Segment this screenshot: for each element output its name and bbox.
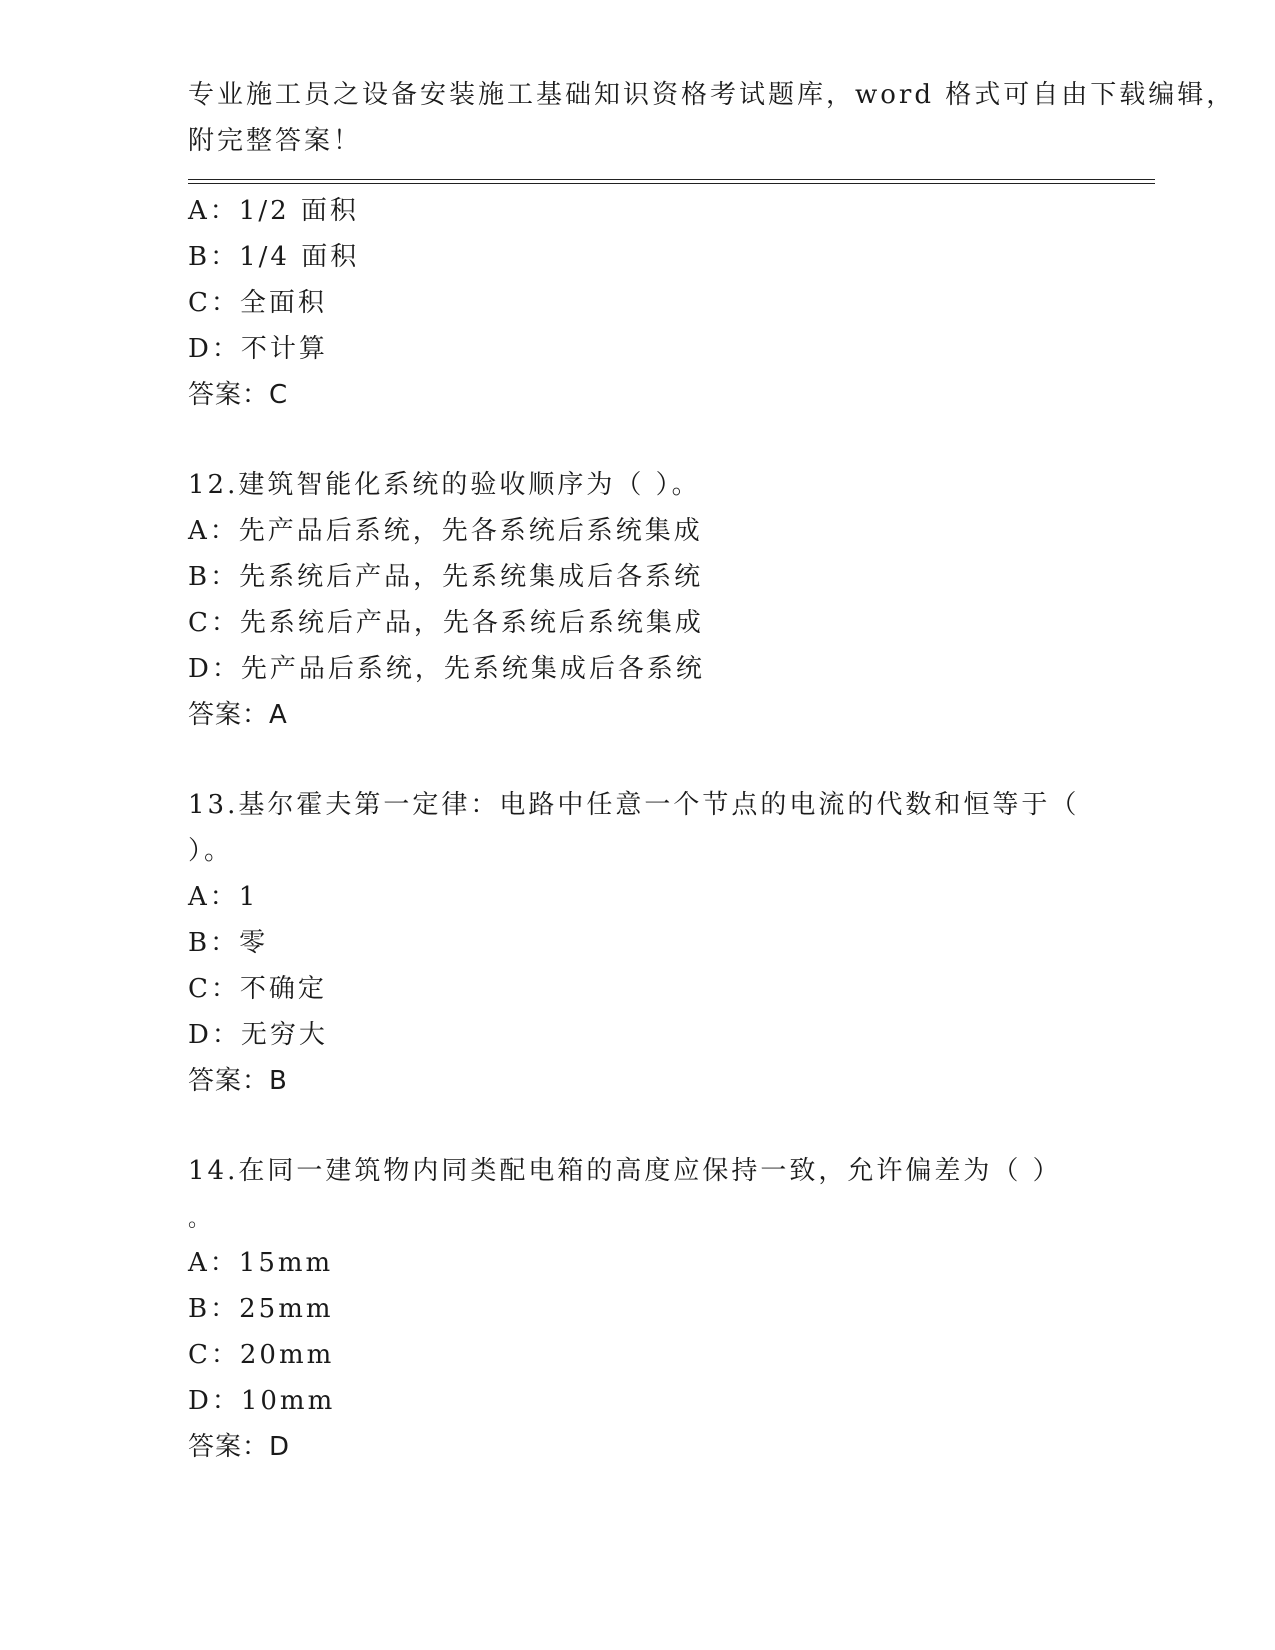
question-text: 13.基尔霍夫第一定律：电路中任意一个节点的电流的代数和恒等于（ xyxy=(188,790,1080,820)
option-b: B：先系统后产品，先系统集成后各系统 xyxy=(188,562,704,592)
option-a: A：1/2 面积 xyxy=(188,196,359,226)
option-d: D：先产品后系统，先系统集成后各系统 xyxy=(188,654,705,684)
option-c: C：全面积 xyxy=(188,288,327,318)
option-b: B：25mm xyxy=(188,1294,334,1324)
answer: 答案：D xyxy=(188,1432,291,1462)
answer: 答案：C xyxy=(188,380,289,410)
answer: 答案：B xyxy=(188,1066,288,1096)
question-text-continued: ）。 xyxy=(188,836,234,866)
option-c: C：20mm xyxy=(188,1340,335,1370)
option-b: B：1/4 面积 xyxy=(188,242,360,272)
question-text: 12.建筑智能化系统的验收顺序为（ ）。 xyxy=(188,470,701,500)
header-line-2: 附完整答案！ xyxy=(188,126,363,156)
question-13 xyxy=(188,782,1088,1104)
option-a: A：先产品后系统，先各系统后系统集成 xyxy=(188,516,703,546)
question-14 xyxy=(188,1148,1088,1470)
question-text-continued: 。 xyxy=(188,1207,211,1232)
header-rule-top xyxy=(188,179,1155,180)
answer: 答案：A xyxy=(188,700,288,730)
option-a: A：15mm xyxy=(188,1248,334,1278)
document-header xyxy=(188,72,1236,164)
question-text: 14.在同一建筑物内同类配电箱的高度应保持一致，允许偏差为（ ） xyxy=(188,1156,1062,1186)
option-b: B：零 xyxy=(188,928,269,958)
option-c: C：先系统后产品，先各系统后系统集成 xyxy=(188,608,704,638)
question-12 xyxy=(188,462,1088,738)
option-d: D：无穷大 xyxy=(188,1020,328,1050)
question-11 xyxy=(188,188,1088,418)
header-rule-bottom xyxy=(188,183,1155,184)
option-d: D：不计算 xyxy=(188,334,328,364)
option-a: A：1 xyxy=(188,882,259,912)
header-line-1: 专业施工员之设备安装施工基础知识资格考试题库，word 格式可自由下载编辑， xyxy=(188,80,1236,110)
option-c: C：不确定 xyxy=(188,974,327,1004)
option-d: D：10mm xyxy=(188,1386,336,1416)
question-list xyxy=(188,188,1088,1470)
